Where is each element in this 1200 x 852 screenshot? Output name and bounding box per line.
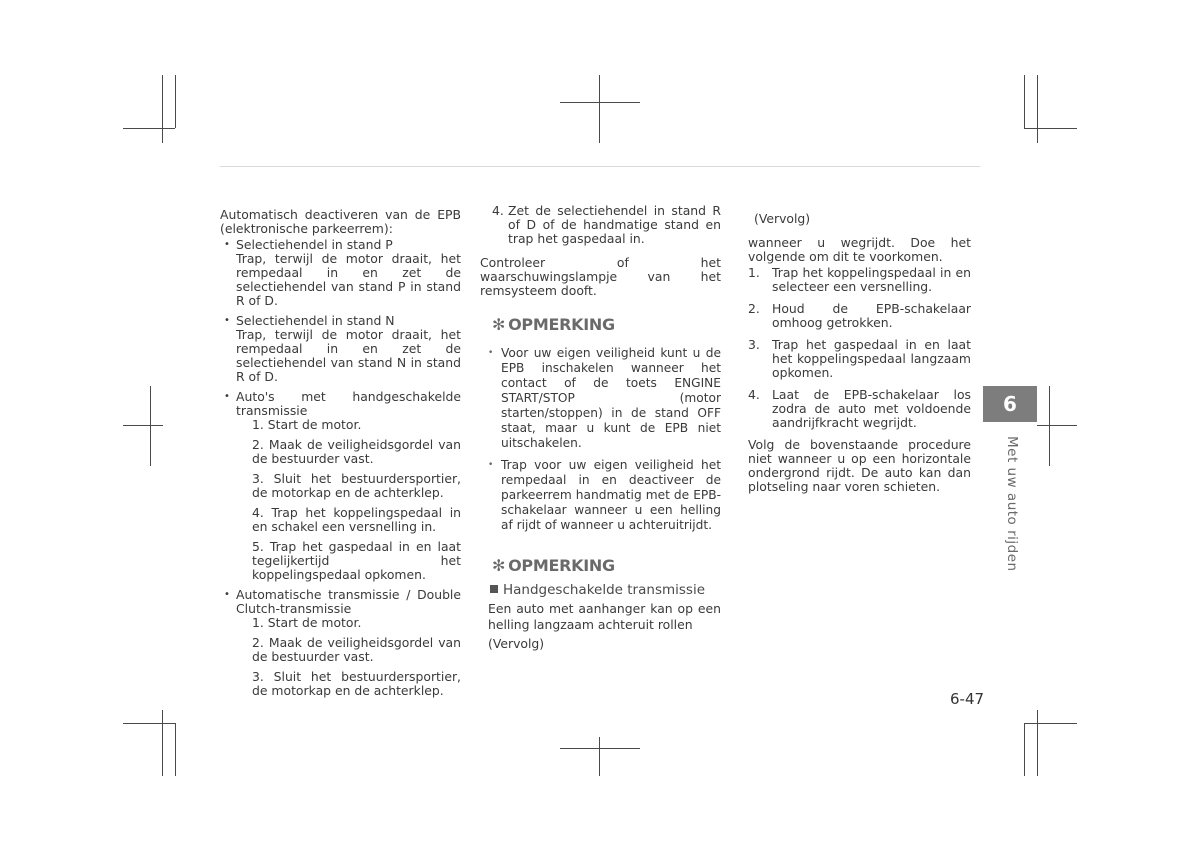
page-number: 6-47 (950, 690, 985, 708)
crop-mark (1037, 425, 1077, 426)
list-item (224, 314, 461, 384)
bullet-text: Trap, terwijl de motor draait, het rempedaal in en zet de selectiehendel van stand N in stand R of D. (236, 327, 461, 384)
step-item: 4. Laat de EPB-schakelaar los zodra de auto met voldoende aandrijfkracht wegrijdt. (748, 387, 971, 430)
note-subheading: Handgeschakelde transmissie (490, 583, 721, 597)
note-paragraph: Een auto met aanhanger kan op een helling langzaam achteruit rollen (488, 601, 721, 632)
note-heading: ✻ OPMERKING (492, 315, 615, 334)
crop-mark (560, 748, 640, 749)
step-item: 1. Start de motor. (252, 615, 362, 630)
step-item: 1. Trap het koppelingspedaal in en selecteer een versnelling. (748, 265, 971, 294)
note-list (488, 346, 721, 533)
note-item: • Trap voor uw eigen veiligheid het rempedaal in en deactiveer de parkeerrem handmatig met de EPB-schakelaar wanneer u een helling af rijdt of wanneer u achteruitrijdt. (488, 458, 721, 533)
asterisk-icon: ✻ (492, 556, 506, 575)
crop-mark (123, 425, 163, 426)
list-item (224, 238, 461, 308)
crop-mark (1024, 128, 1077, 129)
list-item (224, 588, 461, 698)
bullet-title: • Selectiehendel in stand P (236, 237, 393, 252)
crop-mark (150, 386, 151, 466)
step-item: 4. Zet de selectiehendel in stand R of D of de handmatige stand en trap het gaspedaal in. (492, 203, 721, 246)
column-right (748, 212, 971, 494)
crop-mark (1024, 723, 1025, 776)
bullet-title: • Auto's met handgeschakelde transmissie (236, 389, 461, 418)
outro-paragraph: Volg de bovenstaande procedure niet wanneer u op een horizontale ondergrond rijdt. De auto kan dan plotseling naar voren schieten. (748, 437, 971, 494)
step-item: 2. Maak de veiligheidsgordel van de bestuurder vast. (252, 437, 461, 466)
chapter-tab: 6 (983, 386, 1037, 422)
step-item: 3. Trap het gaspedaal in en laat het koppelingspedaal langzaam opkomen. (748, 337, 971, 380)
note-item: • Voor uw eigen veiligheid kunt u de EPB inschakelen wanneer het contact of de toets ENGINE START/STOP (motor starten/stoppen) in de stand OFF staat, maar u kunt de EPB niet uitschakelen. (488, 346, 721, 451)
check-paragraph: Controleer of het waarschuwingslampje van het remsysteem dooft. (480, 255, 721, 298)
square-bullet-icon (490, 585, 498, 593)
step-item: 1. Start de motor. (252, 417, 362, 432)
note-heading: ✻ OPMERKING (492, 556, 615, 575)
bullet-text: Trap, terwijl de motor draait, het rempedaal in en zet de selectiehendel van stand P in stand R of D. (236, 251, 461, 308)
bullet-title: • Selectiehendel in stand N (236, 313, 395, 328)
step-item: 2. Maak de veiligheidsgordel van de bestuurder vast. (252, 635, 461, 664)
crop-mark (1037, 75, 1038, 143)
intro-paragraph: wanneer u wegrijdt. Doe het volgende om dit te voorkomen. (748, 235, 971, 264)
crop-mark (123, 128, 175, 129)
crop-mark (1037, 710, 1038, 776)
crop-mark (1049, 386, 1050, 466)
column-middle (480, 204, 721, 651)
list-item (224, 390, 461, 582)
step-item: 4. Trap het koppelingspedaal in en schakel een versnelling in. (252, 505, 461, 534)
crop-mark (560, 102, 640, 103)
crop-mark (599, 75, 600, 143)
step-list (492, 204, 721, 246)
continued-label: (Vervolg) (488, 636, 545, 651)
step-item: 3. Sluit het bestuurdersportier, de motorkap en de achterklep. (252, 471, 461, 500)
section-heading: Automatisch deactiveren van de EPB (elektronische parkeerrem): (220, 207, 461, 236)
crop-mark (175, 75, 176, 128)
step-item: 3. Sluit het bestuurdersportier, de motorkap en de achterklep. (252, 669, 461, 698)
crop-mark (123, 723, 175, 724)
header-rule (220, 166, 980, 167)
crop-mark (599, 737, 600, 776)
step-item: 2. Houd de EPB-schakelaar omhoog getrokken. (748, 301, 971, 330)
step-list (748, 266, 971, 430)
continued-label: (Vervolg) (754, 211, 811, 226)
step-list (236, 616, 461, 698)
column-left (220, 208, 461, 704)
crop-mark (175, 723, 176, 776)
asterisk-icon: ✻ (492, 315, 506, 334)
crop-mark (162, 75, 163, 143)
crop-mark (162, 710, 163, 776)
step-item: 5. Trap het gaspedaal in en laat tegelijkertijd het koppelingspedaal opkomen. (252, 539, 461, 582)
chapter-title: Met uw auto rijden (1004, 436, 1020, 572)
crop-mark (1024, 723, 1077, 724)
crop-mark (1024, 75, 1025, 128)
bullet-title: • Automatische transmissie / Double Clutch-transmissie (236, 587, 461, 616)
step-list (236, 418, 461, 582)
